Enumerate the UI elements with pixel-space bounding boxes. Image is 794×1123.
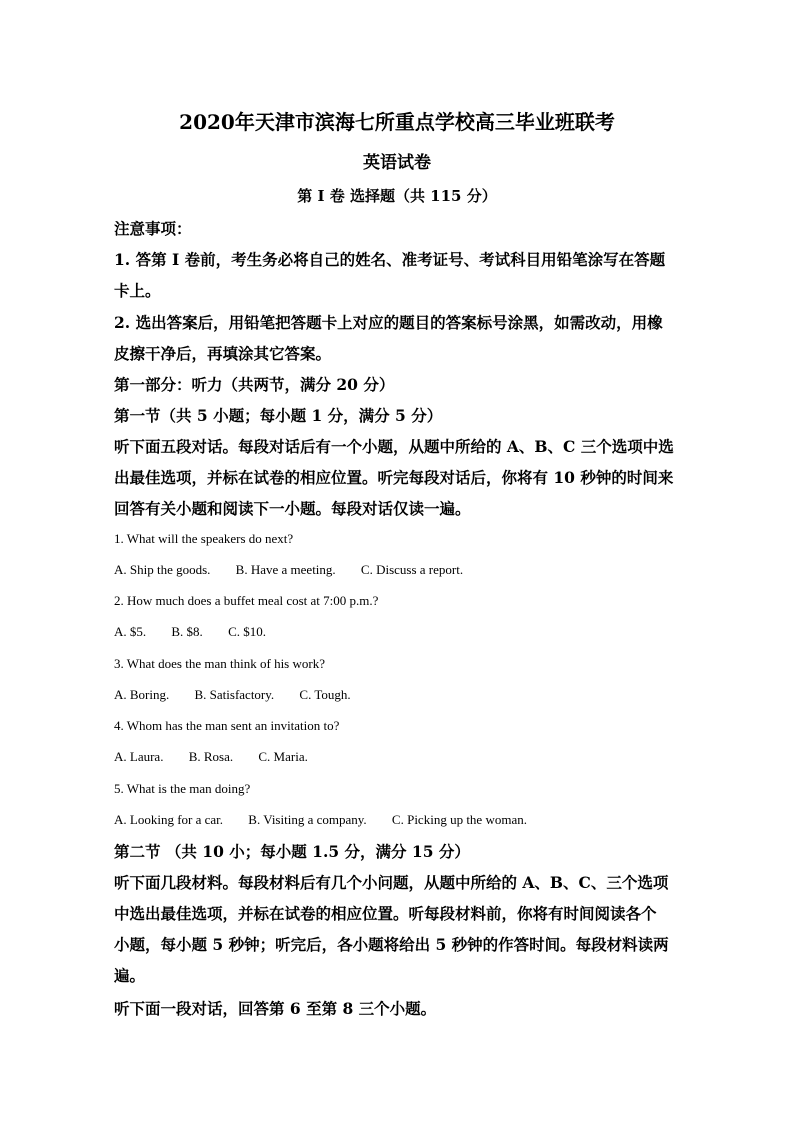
- notice-heading: 注意事项：: [114, 219, 192, 238]
- section-2-sub-instruction: 听下面一段对话，回答第 6 至第 8 三个小题。: [114, 999, 437, 1018]
- exam-title: 2020年天津市滨海七所重点学校高三毕业班联考: [179, 110, 615, 134]
- notice-2-line-2: 皮擦干净后，再填涂其它答案。: [114, 344, 332, 363]
- question-5-options: [114, 812, 694, 828]
- notice-2-line-1: 2. 选出答案后，用铅笔把答题卡上对应的题目的答案标号涂黑，如需改动，用橡: [114, 313, 663, 332]
- question-4-option-b: B. Rosa.: [188, 749, 234, 764]
- section-2-instruction-line-4: 遍。: [114, 966, 146, 985]
- question-1-option-c: C. Discuss a report.: [360, 562, 464, 577]
- question-3-options: [114, 687, 694, 703]
- question-2-option-a: A. $5.: [114, 624, 147, 639]
- question-4-option-a: A. Laura.: [114, 749, 164, 764]
- section-1-instruction-line-2: 出最佳选项，并标在试卷的相应位置。听完每段对话后，你将有 10 秒钟的时间来: [114, 468, 674, 487]
- question-2-option-c: C. $10.: [228, 624, 266, 639]
- section-2-instruction-line-3: 小题，每小题 5 秒钟；听完后，各小题将给出 5 秒钟的作答时间。每段材料读两: [114, 935, 669, 954]
- question-5-option-a: A. Looking for a car.: [114, 812, 224, 827]
- question-1-stem: 1. What will the speakers do next?: [114, 531, 294, 546]
- exam-subject: 英语试卷: [363, 153, 431, 173]
- notice-1-line-1: 1. 答第 I 卷前，考生务必将自己的姓名、准考证号、考试科目用铅笔涂写在答题: [114, 250, 666, 269]
- question-1-option-b: B. Have a meeting.: [235, 562, 336, 577]
- section-1-instruction-line-3: 回答有关小题和阅读下一小题。每段对话仅读一遍。: [114, 499, 471, 518]
- section-1-instruction-line-1: 听下面五段对话。每段对话后有一个小题，从题中所给的 A、B、C 三个选项中选: [114, 437, 674, 456]
- section-2-instruction-line-2: 中选出最佳选项，并标在试卷的相应位置。听每段材料前，你将有时间阅读各个: [114, 904, 657, 923]
- question-1-options: [114, 562, 694, 578]
- question-5-stem: 5. What is the man doing?: [114, 781, 251, 796]
- question-5-option-c: C. Picking up the woman.: [391, 812, 527, 827]
- section-2-heading: 第二节 （共 10 小；每小题 1.5 分，满分 15 分）: [114, 842, 470, 861]
- question-2-options: [114, 624, 694, 640]
- notice-1-line-2: 卡上。: [114, 281, 161, 300]
- question-3-stem: 3. What does the man think of his work?: [114, 656, 325, 671]
- question-2-option-b: B. $8.: [171, 624, 203, 639]
- question-5-option-b: B. Visiting a company.: [248, 812, 367, 827]
- question-4-stem: 4. Whom has the man sent an invitation to?: [114, 718, 340, 733]
- volume-heading: 第 I 卷 选择题（共 115 分）: [297, 187, 497, 205]
- question-1-option-a: A. Ship the goods.: [114, 562, 211, 577]
- question-3-option-b: B. Satisfactory.: [194, 687, 275, 702]
- question-3-option-c: C. Tough.: [299, 687, 351, 702]
- question-2-stem: 2. How much does a buffet meal cost at 7:00 p.m.?: [114, 593, 379, 608]
- part-1-heading: 第一部分：听力（共两节，满分 20 分）: [114, 375, 395, 394]
- question-4-option-c: C. Maria.: [258, 749, 308, 764]
- section-2-instruction-line-1: 听下面几段材料。每段材料后有几个小问题，从题中所给的 A、B、C、三个选项: [114, 873, 669, 892]
- question-3-option-a: A. Boring.: [114, 687, 170, 702]
- section-1-heading: 第一节（共 5 小题；每小题 1 分，满分 5 分）: [114, 406, 443, 425]
- question-4-options: [114, 749, 694, 765]
